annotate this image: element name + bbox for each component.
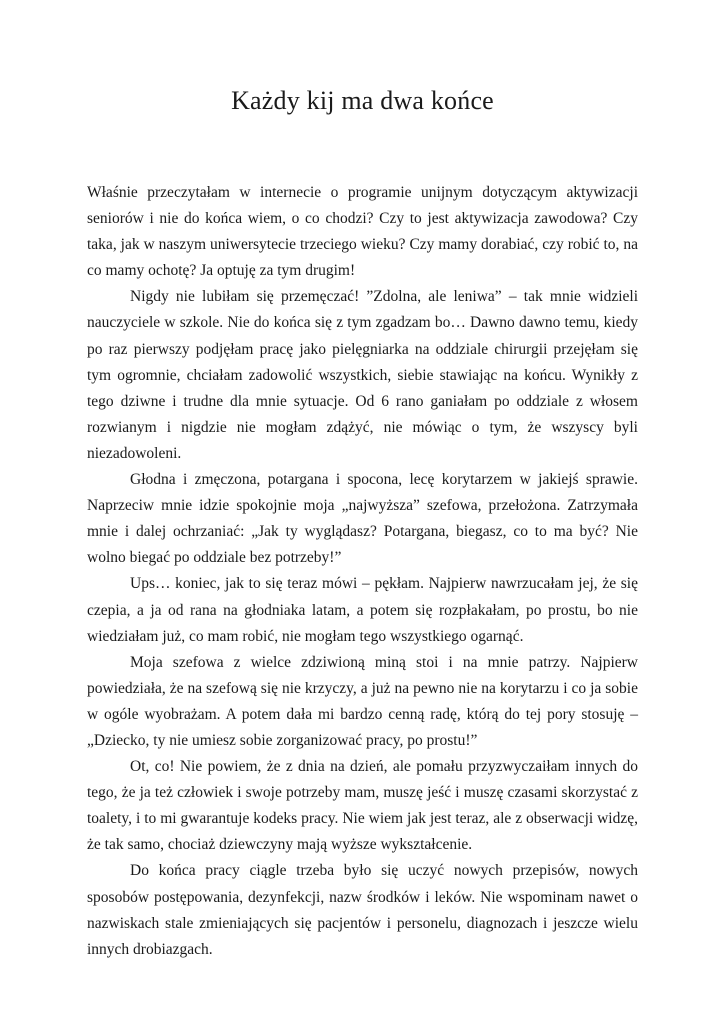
paragraph: Ups… koniec, jak to się teraz mówi – pękłam. Najpierw nawrzucałam jej, że się czepia, a ja od rana na głodniaka latam, a potem się rozpłakałam, po prostu, bo nie wiedziałam już, co mam robić, nie mogłam tego wszystkiego ogarnąć. [87,575,638,645]
paragraph: Głodna i zmęczona, potargana i spocona, lecę korytarzem w jakiejś sprawie. Naprzeciw mnie idzie spokojnie moja „najwyższa” szefowa, przełożona. Zatrzymała mnie i dalej ochrzaniać: „Jak ty wyglądasz? Potargana, biegasz, co to ma być? Nie wolno biegać po oddziale bez potrzeby!” [87,471,638,567]
paragraph: Moja szefowa z wielce zdziwioną miną stoi i na mnie patrzy. Najpierw powiedziała, że na szefową się nie krzyczy, a już na pewno nie na korytarzu i co ja sobie w ogóle wyobrażam. A potem dała mi bardzo cenną radę, którą do tej pory stosuję – „Dziecko, ty nie umiesz sobie zorganizować pracy, po prostu!” [87,653,638,749]
paragraph: Ot, co! Nie powiem, że z dnia na dzień, ale pomału przyzwyczaiłam innych do tego, że ja też człowiek i swoje potrzeby mam, muszę jeść i muszę czasami skorzystać z toalety, i to mi gwarantuje kodeks pracy. Nie wiem jak jest teraz, ale z obserwacji widzę, że tak samo, chociaż dziewczyny mają wyższe wykształcenie. [87,758,638,854]
document-title: Każdy kij ma dwa końce [231,86,494,115]
paragraph: Do końca pracy ciągle trzeba było się uczyć nowych przepisów, nowych sposobów postępowania, dezynfekcji, nazw środków i leków. Nie wspominam nawet o nazwiskach stale zmieniających się pacjentów i personelu, diagnozach i jeszcze wielu innych drobiazgach. [87,862,638,958]
paragraph: Nigdy nie lubiłam się przemęczać! ”Zdolna, ale leniwa” – tak mnie widzieli nauczyciele w szkole. Nie do końca się z tym zgadzam bo… Dawno dawno temu, kiedy po raz pierwszy podjęłam pracę jako pielęgniarka na oddziale chirurgii przejęłam się tym ogromnie, chciałam zadowolić wszystkich, siebie stawiając na końcu. Wynikły z tego dziwne i trudne dla mnie sytuacje. Od 6 rano ganiałam po oddziale z włosem rozwianym i nigdzie nie mogłam zdążyć, nie mówiąc o tym, że wszyscy byli niezadowoleni. [87,288,638,462]
document-body [87,180,638,963]
paragraph: Właśnie przeczytałam w internecie o programie unijnym dotyczącym aktywizacji seniorów i nie do końca wiem, o co chodzi? Czy to jest aktywizacja zawodowa? Czy taka, jak w naszym uniwersytecie trzeciego wieku? Czy mamy dorabiać, czy robić to, na co mamy ochotę? Ja optuję za tym drugim! [87,184,638,280]
